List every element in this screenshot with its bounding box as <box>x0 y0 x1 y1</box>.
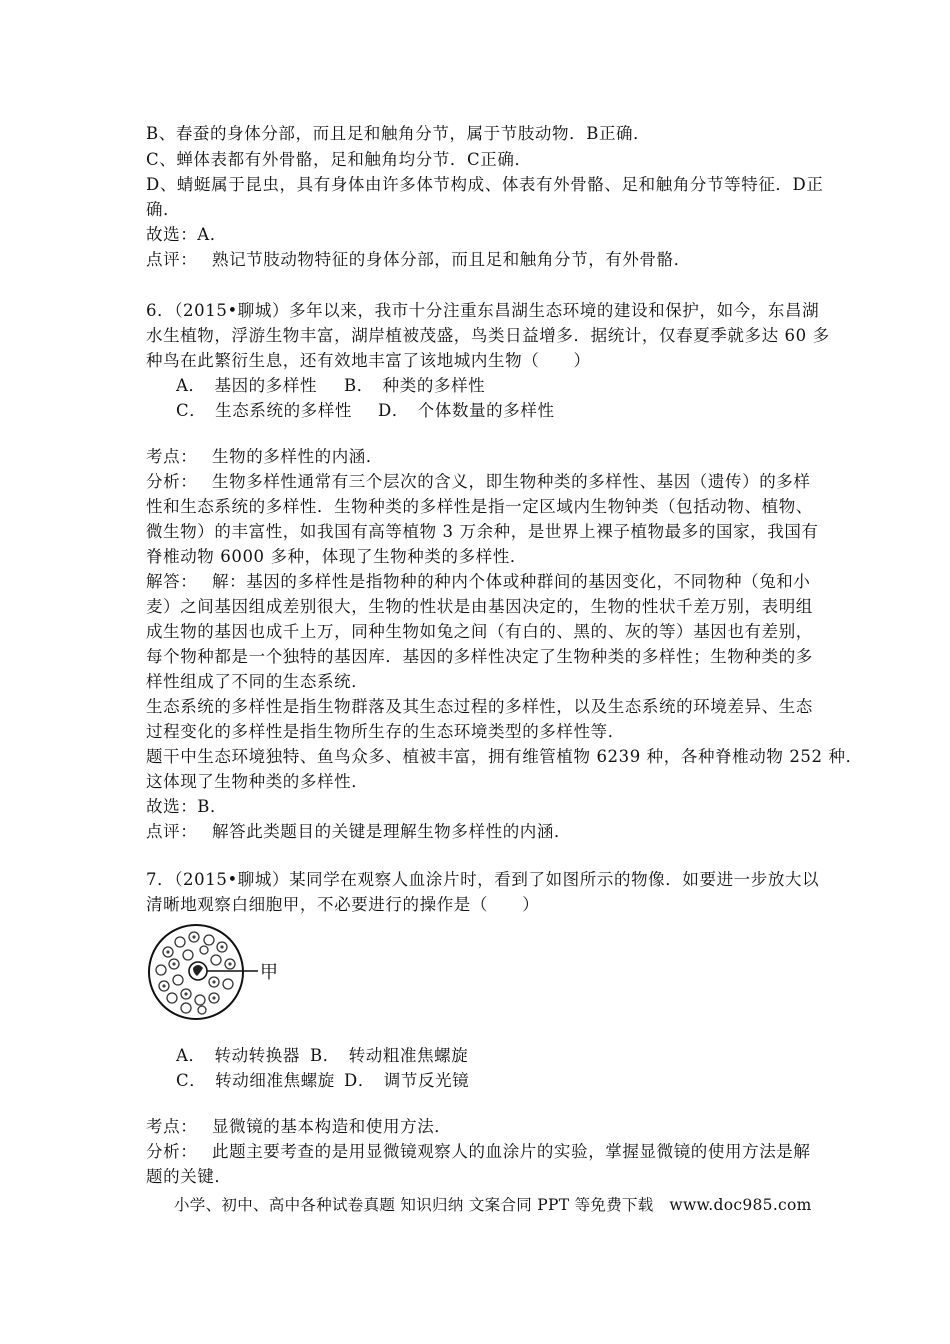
q6-paragraph-3-line-1: 题干中生态环境独特、鱼鸟众多、植被丰富，拥有维管植物 6239 种，各种脊椎动物 252 种． <box>146 747 863 766</box>
analysis-text: 此题主要考查的是用显微镜观察人的血涂片的实验，掌握显微镜的使用方法是解 <box>212 1142 811 1161</box>
key-point-label: 考点： <box>146 447 198 466</box>
q6-solution-line-4: 每个物种都是一个独特的基因库．基因的多样性决定了生物种类的多样性；生物种类的多 <box>146 647 813 666</box>
q7-analysis-line-2: 题的关键． <box>146 1167 232 1186</box>
q6-analysis-line-4: 脊椎动物 6000 多种，体现了生物种类的多样性． <box>146 547 527 566</box>
q7-stem-line-1: 7．（2015•聊城）某同学在观察人血涂片时，看到了如图所示的物像．如要进一步放大以 <box>146 870 820 889</box>
analysis-label: 分析： <box>146 1142 198 1161</box>
q5-answer: 故选：A． <box>146 225 227 244</box>
blood-smear-figure <box>146 922 286 1026</box>
q6-analysis-line-2: 性和生态系统的多样性．生物种类的多样性是指一定区域内生物钟类（包括动物、植物、 <box>146 497 813 516</box>
q6-option-c: C． 生态系统的多样性 <box>176 401 352 420</box>
solution-label: 解答： <box>146 572 198 591</box>
q7-key-point <box>146 1113 451 1137</box>
solution-text: 解：基因的多样性是指物种的种内个体或种群间的基因变化，不同物种（兔和小 <box>212 572 811 591</box>
q6-solution-line-1 <box>146 568 811 592</box>
q6-solution-line-2: 麦）之间基因组成差别很大，生物的性状是由基因决定的，生物的性状千差万别，表明组 <box>146 597 813 616</box>
q6-analysis-line-3: 微生物）的丰富性，如我国有高等植物 3 万余种，是世界上裸子植物最多的国家，我国有 <box>146 522 819 541</box>
q5-option-b-explanation: B、春蚕的身体分部，而且足和触角分节，属于节肢动物．B正确． <box>146 124 651 143</box>
analysis-label: 分析： <box>146 472 198 491</box>
page-footer: 小学、初中、高中各种试卷真题 知识归纳 文案合同 PPT 等免费下载 www.doc985.com <box>174 1196 812 1214</box>
q5-option-d-explanation-cont: 确． <box>146 200 181 219</box>
q5-comment <box>146 246 691 270</box>
q5-option-d-explanation: D、蜻蜓属于昆虫，具有身体由许多体节构成、体表有外骨骼、足和触角分节等特征．D正 <box>146 175 824 194</box>
q6-key-point <box>146 443 383 467</box>
q6-paragraph-3-line-2: 这体现了生物种类的多样性． <box>146 772 369 791</box>
q6-option-b: B． 种类的多样性 <box>344 376 486 395</box>
q7-stem-line-2: 清晰地观察白细胞甲，不必要进行的操作是（ ） <box>146 895 540 914</box>
q6-comment <box>146 818 571 842</box>
q7-option-b: B． 转动粗准焦螺旋 <box>310 1046 469 1065</box>
q7-option-a: A． 转动转换器 <box>176 1046 300 1065</box>
comment-text: 熟记节肢动物特征的身体分部，而且足和触角分节，有外骨骼． <box>212 250 691 269</box>
q5-option-c-explanation: C、蝉体表都有外骨骼，足和触角均分节．C正确． <box>146 150 532 169</box>
comment-text: 解答此类题目的关键是理解生物多样性的内涵． <box>212 822 572 841</box>
comment-label: 点评： <box>146 822 198 841</box>
q6-answer: 故选：B． <box>146 797 228 816</box>
q6-analysis-line-1 <box>146 468 811 492</box>
q6-option-d: D． 个体数量的多样性 <box>378 401 555 420</box>
q7-option-c: C． 转动细准焦螺旋 <box>176 1071 335 1090</box>
microscope-field-image <box>146 922 286 1022</box>
key-point-label: 考点： <box>146 1117 198 1136</box>
q6-solution-line-5: 样性组成了不同的生态系统． <box>146 672 369 691</box>
figure-label-jia: 甲 <box>260 962 278 983</box>
q6-paragraph-2-line-1: 生态系统的多样性是指生物群落及其生态过程的多样性，以及生态系统的环境差异、生态 <box>146 697 813 716</box>
q6-stem-line-2: 水生植物，浮游生物丰富，湖岸植被茂盛，鸟类日益增多．据统计，仅春夏季就多达 60 多 <box>146 326 830 345</box>
q6-stem-line-1: 6．（2015•聊城）多年以来，我市十分注重东昌湖生态环境的建设和保护，如今，东昌湖 <box>146 301 820 320</box>
q6-option-a: A． 基因的多样性 <box>176 376 318 395</box>
key-point-text: 显微镜的基本构造和使用方法． <box>212 1117 452 1136</box>
q6-solution-line-3: 成生物的基因也成千上万，同种生物如兔之间（有白的、黑的、灰的等）基因也有差别， <box>146 622 813 641</box>
q7-analysis-line-1 <box>146 1138 811 1162</box>
q6-stem-line-3: 种鸟在此繁衍生息，还有效地丰富了该地城内生物（ ） <box>146 351 591 370</box>
comment-label: 点评： <box>146 250 198 269</box>
analysis-text: 生物多样性通常有三个层次的含义，即生物种类的多样性、基因（遗传）的多样 <box>212 472 811 491</box>
key-point-text: 生物的多样性的内涵． <box>212 447 383 466</box>
q6-paragraph-2-line-2: 过程变化的多样性是指生物所生存的生态环境类型的多样性等． <box>146 722 625 741</box>
q7-option-d: D． 调节反光镜 <box>344 1071 470 1090</box>
